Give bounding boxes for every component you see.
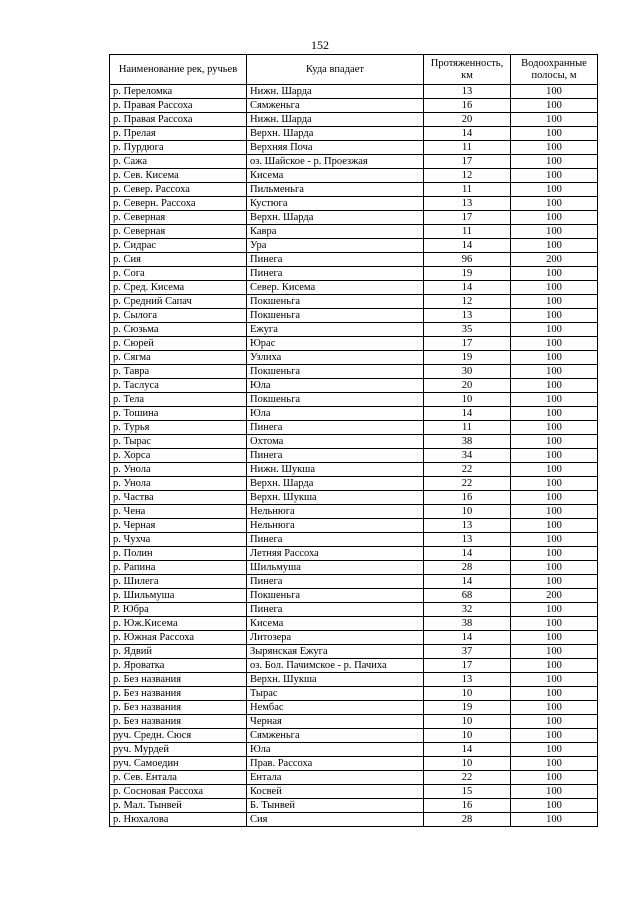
cell-protection-zone: 100: [511, 463, 598, 477]
cell-protection-zone: 100: [511, 379, 598, 393]
cell-flows-into: Юла: [247, 379, 424, 393]
cell-length: 34: [424, 449, 511, 463]
table-row: [110, 309, 598, 323]
cell-length: 11: [424, 421, 511, 435]
header-length: Протяженность, км: [424, 55, 511, 85]
cell-protection-zone: 100: [511, 519, 598, 533]
table-row: [110, 379, 598, 393]
cell-river-name: р. Ядвий: [110, 645, 247, 659]
cell-flows-into: Нембас: [247, 701, 424, 715]
table-row: [110, 253, 598, 267]
cell-river-name: р. Шильмуша: [110, 589, 247, 603]
cell-river-name: р. Сев. Ентала: [110, 771, 247, 785]
cell-flows-into: Нельнюга: [247, 519, 424, 533]
cell-flows-into: Ентала: [247, 771, 424, 785]
cell-river-name: р. Без названия: [110, 701, 247, 715]
table-row: [110, 365, 598, 379]
cell-river-name: р. Сосновая Рассоха: [110, 785, 247, 799]
cell-river-name: р. Тела: [110, 393, 247, 407]
cell-protection-zone: 100: [511, 239, 598, 253]
cell-length: 10: [424, 687, 511, 701]
table-row: [110, 351, 598, 365]
cell-protection-zone: 100: [511, 561, 598, 575]
cell-protection-zone: 100: [511, 99, 598, 113]
cell-river-name: р. Унола: [110, 463, 247, 477]
cell-protection-zone: 100: [511, 281, 598, 295]
cell-protection-zone: 100: [511, 127, 598, 141]
table-row: [110, 337, 598, 351]
cell-length: 30: [424, 365, 511, 379]
cell-length: 10: [424, 393, 511, 407]
cell-length: 10: [424, 505, 511, 519]
cell-flows-into: Ежуга: [247, 323, 424, 337]
cell-protection-zone: 100: [511, 729, 598, 743]
table-row: [110, 113, 598, 127]
cell-flows-into: Охтома: [247, 435, 424, 449]
cell-protection-zone: 100: [511, 617, 598, 631]
cell-flows-into: Пинега: [247, 421, 424, 435]
cell-flows-into: Верхн. Шарда: [247, 127, 424, 141]
table-row: [110, 407, 598, 421]
cell-flows-into: оз. Шайское - р. Проезжая: [247, 155, 424, 169]
cell-length: 13: [424, 673, 511, 687]
cell-length: 38: [424, 435, 511, 449]
table-row: [110, 169, 598, 183]
table-row: [110, 645, 598, 659]
cell-river-name: р. Унола: [110, 477, 247, 491]
cell-river-name: р. Сюзьма: [110, 323, 247, 337]
cell-flows-into: Прав. Рассоха: [247, 757, 424, 771]
cell-length: 14: [424, 575, 511, 589]
cell-protection-zone: 100: [511, 505, 598, 519]
table-row: [110, 393, 598, 407]
cell-length: 10: [424, 715, 511, 729]
cell-protection-zone: 200: [511, 589, 598, 603]
cell-protection-zone: 100: [511, 645, 598, 659]
cell-river-name: р. Прелая: [110, 127, 247, 141]
cell-river-name: р. Частва: [110, 491, 247, 505]
cell-protection-zone: 100: [511, 211, 598, 225]
table-row: [110, 743, 598, 757]
cell-protection-zone: 100: [511, 533, 598, 547]
table-header: [110, 55, 598, 85]
cell-river-name: р. Южная Рассоха: [110, 631, 247, 645]
cell-river-name: руч. Мурдей: [110, 743, 247, 757]
cell-protection-zone: 100: [511, 715, 598, 729]
cell-protection-zone: 100: [511, 155, 598, 169]
cell-flows-into: Покшеньга: [247, 589, 424, 603]
table-row: [110, 547, 598, 561]
cell-flows-into: Кисема: [247, 617, 424, 631]
cell-flows-into: Пинега: [247, 533, 424, 547]
table-row: [110, 225, 598, 239]
table-body: [110, 85, 598, 827]
cell-river-name: р. Правая Рассоха: [110, 113, 247, 127]
table-row: [110, 281, 598, 295]
cell-flows-into: Кустюга: [247, 197, 424, 211]
cell-length: 20: [424, 379, 511, 393]
cell-flows-into: Кавра: [247, 225, 424, 239]
cell-river-name: р. Турья: [110, 421, 247, 435]
cell-river-name: р. Сев. Кисема: [110, 169, 247, 183]
cell-flows-into: Узлиха: [247, 351, 424, 365]
cell-river-name: р. Северная: [110, 211, 247, 225]
cell-river-name: р. Хорса: [110, 449, 247, 463]
cell-protection-zone: 100: [511, 687, 598, 701]
cell-length: 38: [424, 617, 511, 631]
cell-river-name: р. Сажа: [110, 155, 247, 169]
cell-protection-zone: 100: [511, 743, 598, 757]
cell-length: 22: [424, 771, 511, 785]
cell-length: 10: [424, 757, 511, 771]
cell-flows-into: Черная: [247, 715, 424, 729]
page-number: 152: [311, 38, 329, 52]
cell-flows-into: Б. Тынвей: [247, 799, 424, 813]
cell-river-name: р. Правая Рассоха: [110, 99, 247, 113]
cell-river-name: р. Северная: [110, 225, 247, 239]
cell-length: 17: [424, 155, 511, 169]
cell-flows-into: Покшеньга: [247, 295, 424, 309]
cell-river-name: р. Сред. Кисема: [110, 281, 247, 295]
cell-length: 32: [424, 603, 511, 617]
cell-protection-zone: 100: [511, 309, 598, 323]
cell-river-name: р. Переломка: [110, 85, 247, 99]
cell-length: 96: [424, 253, 511, 267]
cell-protection-zone: 100: [511, 407, 598, 421]
cell-flows-into: Покшеньга: [247, 365, 424, 379]
cell-flows-into: Сия: [247, 813, 424, 827]
cell-river-name: р. Сюрей: [110, 337, 247, 351]
table-row: [110, 673, 598, 687]
cell-flows-into: Покшеньга: [247, 393, 424, 407]
table-row: [110, 463, 598, 477]
header-protection-zone: Водоохранные полосы, м: [511, 55, 598, 85]
cell-river-name: р. Яроватка: [110, 659, 247, 673]
table-row: [110, 757, 598, 771]
cell-length: 14: [424, 743, 511, 757]
cell-flows-into: Пинега: [247, 603, 424, 617]
cell-protection-zone: 100: [511, 547, 598, 561]
cell-river-name: р. Тошина: [110, 407, 247, 421]
cell-protection-zone: 100: [511, 771, 598, 785]
cell-protection-zone: 100: [511, 701, 598, 715]
cell-river-name: р. Чена: [110, 505, 247, 519]
cell-flows-into: Шильмуша: [247, 561, 424, 575]
cell-protection-zone: 100: [511, 225, 598, 239]
table-row: [110, 659, 598, 673]
table-row: [110, 771, 598, 785]
cell-length: 13: [424, 197, 511, 211]
table-row: [110, 687, 598, 701]
table-row: [110, 491, 598, 505]
cell-protection-zone: 100: [511, 631, 598, 645]
cell-river-name: р. Сога: [110, 267, 247, 281]
cell-length: 12: [424, 295, 511, 309]
cell-length: 14: [424, 547, 511, 561]
cell-river-name: р. Шилега: [110, 575, 247, 589]
cell-length: 13: [424, 519, 511, 533]
cell-flows-into: Летняя Рассоха: [247, 547, 424, 561]
cell-flows-into: Верхн. Шарда: [247, 211, 424, 225]
cell-length: 19: [424, 351, 511, 365]
cell-river-name: р. Таслуса: [110, 379, 247, 393]
table-row: [110, 785, 598, 799]
cell-river-name: р. Север. Рассоха: [110, 183, 247, 197]
cell-river-name: р. Нюхалова: [110, 813, 247, 827]
cell-river-name: р. Черная: [110, 519, 247, 533]
rivers-table: [109, 54, 598, 827]
cell-flows-into: Пинега: [247, 267, 424, 281]
table-row: [110, 533, 598, 547]
cell-protection-zone: 100: [511, 785, 598, 799]
header-river-name: Наименование рек, ручьев: [110, 55, 247, 85]
cell-flows-into: оз. Бол. Пачимское - р. Пачиха: [247, 659, 424, 673]
table-row: [110, 799, 598, 813]
cell-flows-into: Юрас: [247, 337, 424, 351]
cell-length: 17: [424, 211, 511, 225]
cell-river-name: р. Без названия: [110, 715, 247, 729]
cell-protection-zone: 100: [511, 337, 598, 351]
cell-river-name: р. Рапина: [110, 561, 247, 575]
cell-length: 22: [424, 463, 511, 477]
cell-length: 13: [424, 85, 511, 99]
cell-length: 14: [424, 281, 511, 295]
table-row: [110, 449, 598, 463]
table-row: [110, 85, 598, 99]
cell-flows-into: Нижн. Шарда: [247, 113, 424, 127]
cell-river-name: руч. Самоедин: [110, 757, 247, 771]
cell-length: 16: [424, 99, 511, 113]
cell-protection-zone: 100: [511, 141, 598, 155]
cell-protection-zone: 100: [511, 659, 598, 673]
cell-river-name: р. Мал. Тынвей: [110, 799, 247, 813]
cell-flows-into: Пинега: [247, 449, 424, 463]
cell-length: 16: [424, 491, 511, 505]
cell-length: 17: [424, 337, 511, 351]
cell-river-name: р. Тырас: [110, 435, 247, 449]
table-row: [110, 141, 598, 155]
cell-protection-zone: 100: [511, 673, 598, 687]
cell-length: 14: [424, 127, 511, 141]
table-row: [110, 589, 598, 603]
cell-river-name: р. Сылога: [110, 309, 247, 323]
cell-protection-zone: 200: [511, 253, 598, 267]
cell-length: 11: [424, 141, 511, 155]
cell-protection-zone: 100: [511, 295, 598, 309]
cell-river-name: р. Полин: [110, 547, 247, 561]
table-row: [110, 435, 598, 449]
cell-flows-into: Юла: [247, 743, 424, 757]
cell-flows-into: Зырянская Ежуга: [247, 645, 424, 659]
cell-length: 37: [424, 645, 511, 659]
cell-river-name: Р. Юбра: [110, 603, 247, 617]
cell-flows-into: Ура: [247, 239, 424, 253]
cell-flows-into: Пинега: [247, 253, 424, 267]
cell-river-name: р. Без названия: [110, 687, 247, 701]
table-row: [110, 519, 598, 533]
cell-flows-into: Пильменьга: [247, 183, 424, 197]
cell-length: 28: [424, 813, 511, 827]
cell-protection-zone: 100: [511, 421, 598, 435]
table-row: [110, 267, 598, 281]
cell-river-name: р. Северн. Рассоха: [110, 197, 247, 211]
table-row: [110, 561, 598, 575]
cell-protection-zone: 100: [511, 449, 598, 463]
cell-protection-zone: 100: [511, 603, 598, 617]
table-row: [110, 99, 598, 113]
table-row: [110, 813, 598, 827]
cell-flows-into: Литозера: [247, 631, 424, 645]
cell-river-name: р. Средний Сапач: [110, 295, 247, 309]
table-row: [110, 127, 598, 141]
cell-protection-zone: 100: [511, 365, 598, 379]
header-flows-into: Куда впадает: [247, 55, 424, 85]
table-row: [110, 183, 598, 197]
cell-flows-into: Сямженьга: [247, 99, 424, 113]
cell-length: 28: [424, 561, 511, 575]
cell-length: 10: [424, 729, 511, 743]
cell-flows-into: Нельнюга: [247, 505, 424, 519]
cell-river-name: р. Юж.Кисема: [110, 617, 247, 631]
cell-flows-into: Нижн. Шукша: [247, 463, 424, 477]
table-row: [110, 505, 598, 519]
table-row: [110, 323, 598, 337]
cell-protection-zone: 100: [511, 393, 598, 407]
cell-length: 17: [424, 659, 511, 673]
table-row: [110, 617, 598, 631]
cell-length: 68: [424, 589, 511, 603]
cell-protection-zone: 100: [511, 477, 598, 491]
cell-flows-into: Север. Кисема: [247, 281, 424, 295]
cell-flows-into: Нижн. Шарда: [247, 85, 424, 99]
cell-length: 19: [424, 701, 511, 715]
cell-length: 11: [424, 183, 511, 197]
table-row: [110, 477, 598, 491]
cell-length: 12: [424, 169, 511, 183]
cell-length: 13: [424, 309, 511, 323]
table-row: [110, 575, 598, 589]
cell-protection-zone: 100: [511, 799, 598, 813]
cell-river-name: р. Чухча: [110, 533, 247, 547]
cell-length: 14: [424, 239, 511, 253]
cell-length: 13: [424, 533, 511, 547]
cell-length: 11: [424, 225, 511, 239]
cell-protection-zone: 100: [511, 351, 598, 365]
cell-length: 35: [424, 323, 511, 337]
cell-protection-zone: 100: [511, 435, 598, 449]
cell-protection-zone: 100: [511, 183, 598, 197]
header-row: [110, 55, 598, 85]
cell-river-name: руч. Средн. Сюся: [110, 729, 247, 743]
cell-flows-into: Кисема: [247, 169, 424, 183]
table-row: [110, 197, 598, 211]
cell-river-name: р. Сия: [110, 253, 247, 267]
cell-river-name: р. Без названия: [110, 673, 247, 687]
cell-protection-zone: 100: [511, 575, 598, 589]
cell-protection-zone: 100: [511, 757, 598, 771]
cell-protection-zone: 100: [511, 113, 598, 127]
cell-flows-into: Покшеньга: [247, 309, 424, 323]
cell-protection-zone: 100: [511, 85, 598, 99]
cell-length: 15: [424, 785, 511, 799]
cell-length: 19: [424, 267, 511, 281]
cell-length: 16: [424, 799, 511, 813]
table-row: [110, 631, 598, 645]
cell-flows-into: Тырас: [247, 687, 424, 701]
cell-protection-zone: 100: [511, 169, 598, 183]
table-row: [110, 603, 598, 617]
cell-flows-into: Верхн. Шукша: [247, 491, 424, 505]
cell-flows-into: Верхняя Поча: [247, 141, 424, 155]
cell-protection-zone: 100: [511, 813, 598, 827]
cell-flows-into: Пинега: [247, 575, 424, 589]
cell-protection-zone: 100: [511, 267, 598, 281]
table-row: [110, 295, 598, 309]
table-row: [110, 715, 598, 729]
cell-flows-into: Сямженьга: [247, 729, 424, 743]
cell-river-name: р. Пурдюга: [110, 141, 247, 155]
cell-river-name: р. Сягма: [110, 351, 247, 365]
cell-flows-into: Юла: [247, 407, 424, 421]
cell-protection-zone: 100: [511, 197, 598, 211]
table-row: [110, 155, 598, 169]
cell-protection-zone: 100: [511, 491, 598, 505]
table-row: [110, 211, 598, 225]
cell-flows-into: Косвей: [247, 785, 424, 799]
cell-length: 22: [424, 477, 511, 491]
cell-length: 14: [424, 407, 511, 421]
cell-protection-zone: 100: [511, 323, 598, 337]
table-row: [110, 421, 598, 435]
table-row: [110, 701, 598, 715]
cell-length: 14: [424, 631, 511, 645]
cell-length: 20: [424, 113, 511, 127]
cell-flows-into: Верхн. Шукша: [247, 673, 424, 687]
cell-river-name: р. Тавра: [110, 365, 247, 379]
cell-flows-into: Верхн. Шарда: [247, 477, 424, 491]
cell-river-name: р. Сидрас: [110, 239, 247, 253]
table-row: [110, 239, 598, 253]
table-row: [110, 729, 598, 743]
